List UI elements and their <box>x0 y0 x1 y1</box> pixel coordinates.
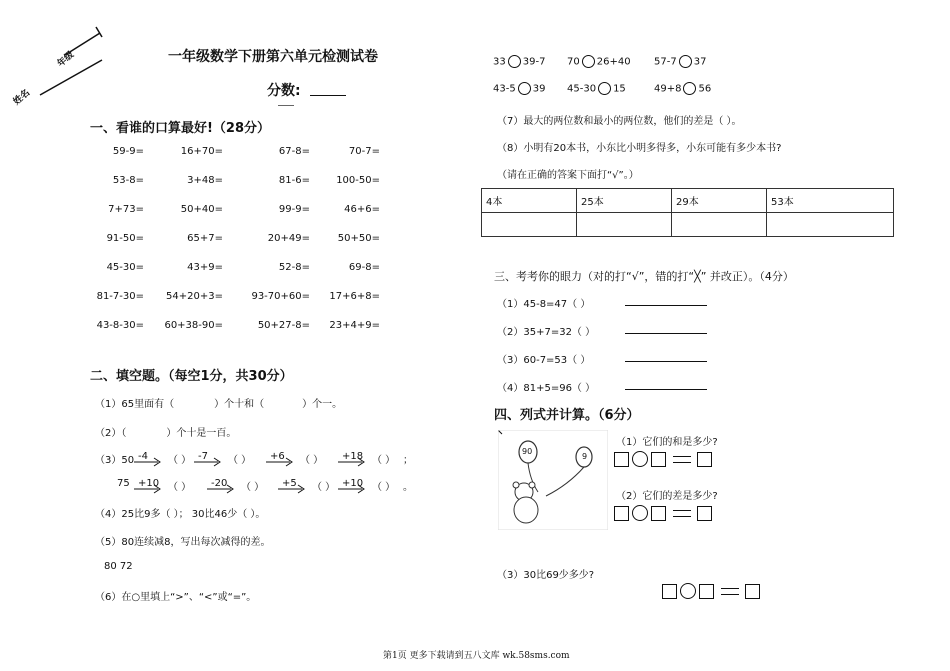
answer-blank[interactable]: （ ） <box>168 482 192 493</box>
mental-math-problem: 99-9= <box>278 204 310 215</box>
section1-title: 一、看谁的口算最好!（28分） <box>90 121 271 136</box>
mental-math-problem: 69-8= <box>348 262 380 273</box>
mental-math-problem: 91-50= <box>106 233 144 244</box>
q8-answer-table <box>481 188 894 237</box>
score-label: 分数: <box>267 83 301 99</box>
mental-math-problem: 50+50= <box>337 233 380 244</box>
compare-item <box>493 55 545 68</box>
arrow-icon <box>207 484 235 497</box>
answer-blank[interactable]: （ ） <box>228 455 252 466</box>
compare-right: 39-7 <box>522 56 546 68</box>
chain-operation: +10 <box>138 478 160 489</box>
chain-operation: +18 <box>342 451 364 462</box>
mental-math-problem: 60+38-90= <box>164 320 223 331</box>
answer-box[interactable] <box>699 584 714 599</box>
q5-values: 80 72 <box>104 561 133 572</box>
binding-lines <box>30 25 120 115</box>
mental-math-problem: 7+73= <box>108 204 144 215</box>
s4-q3-answer[interactable] <box>662 583 760 599</box>
s4-q2-text: （2）它们的差是多少? <box>616 491 718 502</box>
mental-math-problem: 65+7= <box>187 233 223 244</box>
compare-right: 37 <box>693 56 707 68</box>
compare-right: 39 <box>532 83 546 95</box>
q8-check-cell[interactable] <box>767 213 894 237</box>
mental-math-problem: 23+4+9= <box>329 320 380 331</box>
judge-item: （3）60-7=53（ ） <box>497 355 591 366</box>
compare-left: 49+8 <box>654 83 682 95</box>
compare-left: 45-30 <box>567 83 597 95</box>
answer-box[interactable] <box>614 452 629 467</box>
chain-operation: +5 <box>282 478 297 489</box>
q8-text: （8）小明有20本书，小东比小明多得多，小东可能有多少本书? <box>497 143 782 154</box>
mental-math-problem: 50+27-8= <box>257 320 310 331</box>
compare-item <box>654 82 711 95</box>
q8-hint: （请在正确的答案下面打“√”。） <box>497 170 639 181</box>
balloon-value-1: 90 <box>522 447 533 456</box>
answer-blank[interactable]: （ ） <box>312 482 336 493</box>
q8-check-cell[interactable] <box>672 213 767 237</box>
answer-box[interactable] <box>614 506 629 521</box>
judge-item: （1）45-8=47（ ） <box>497 299 591 310</box>
answer-blank[interactable]: （ ） <box>300 455 324 466</box>
mental-math-problem: 100-50= <box>336 175 380 186</box>
side-label-name: 姓名 <box>11 88 33 108</box>
compare-left: 57-7 <box>654 56 677 68</box>
arrow-icon <box>134 484 162 497</box>
score-underline-small <box>278 105 294 106</box>
s4-q1-answer[interactable] <box>614 451 712 467</box>
mental-math-problem: 54+20+3= <box>166 291 223 302</box>
score-blank[interactable] <box>310 95 346 96</box>
q8-option: 4本 <box>482 189 577 213</box>
chain-operation: -7 <box>198 451 208 462</box>
arrow-icon <box>338 457 366 470</box>
mental-math-problem: 17+6+8= <box>329 291 380 302</box>
q3-start-2: 75 <box>117 478 130 489</box>
q8-check-cell[interactable] <box>577 213 672 237</box>
mental-math-problem: 59-9= <box>112 146 144 157</box>
correction-blank[interactable] <box>625 389 707 390</box>
operator-circle[interactable] <box>632 451 648 467</box>
q6-text: （6）在○里填上“>”、“<”或“=”。 <box>95 592 257 603</box>
mental-math-problem: 53-8= <box>112 175 144 186</box>
q3-end-2: 。 <box>403 482 413 493</box>
mental-math-problem: 43-8-30= <box>96 320 144 331</box>
q3-start-1: （3）50 <box>95 455 135 466</box>
q2-text: （2）（ ）个十是一百。 <box>95 428 237 439</box>
correction-blank[interactable] <box>625 361 707 362</box>
answer-blank[interactable]: （ ） <box>241 482 265 493</box>
compare-right: 56 <box>698 83 712 95</box>
mental-math-problem: 93-70+60= <box>251 291 310 302</box>
q1-text: （1）65里面有（ ）个十和（ ）个一。 <box>95 399 343 410</box>
mental-math-problem: 46+6= <box>344 204 380 215</box>
chain-operation: +6 <box>270 451 285 462</box>
answer-box[interactable] <box>745 584 760 599</box>
operator-circle[interactable] <box>632 505 648 521</box>
compare-circle[interactable] <box>679 55 692 68</box>
compare-circle[interactable] <box>582 55 595 68</box>
q8-option: 53本 <box>767 189 894 213</box>
compare-item <box>567 82 626 95</box>
q4-text: （4）25比9多（ ）； 30比46少（ ）。 <box>95 509 266 520</box>
equals-sign <box>721 588 739 595</box>
s4-q2-answer[interactable] <box>614 505 712 521</box>
mental-math-problem: 81-7-30= <box>96 291 144 302</box>
q8-check-cell[interactable] <box>482 213 577 237</box>
compare-left: 70 <box>567 56 580 68</box>
judge-item: （4）81+5=96（ ） <box>497 383 596 394</box>
answer-box[interactable] <box>651 506 666 521</box>
mental-math-problem: 70-7= <box>348 146 380 157</box>
arrow-icon <box>278 484 306 497</box>
operator-circle[interactable] <box>680 583 696 599</box>
compare-left: 43-5 <box>493 83 516 95</box>
answer-blank[interactable]: （ ） <box>372 482 396 493</box>
mental-math-problem: 3+48= <box>187 175 223 186</box>
arrow-icon <box>266 457 294 470</box>
mental-math-problem: 67-8= <box>278 146 310 157</box>
compare-circle[interactable] <box>598 82 611 95</box>
answer-blank[interactable]: （ ） <box>168 455 192 466</box>
q5-text: （5）80连续减8，写出每次减得的差。 <box>95 537 271 548</box>
balloon-value-2: 9 <box>582 452 588 461</box>
compare-right: 26+40 <box>596 56 631 68</box>
compare-circle[interactable] <box>683 82 696 95</box>
mental-math-problem: 16+70= <box>180 146 223 157</box>
arrow-icon <box>338 484 366 497</box>
answer-box[interactable] <box>651 452 666 467</box>
equals-sign <box>673 510 691 517</box>
q8-option: 25本 <box>577 189 672 213</box>
answer-box[interactable] <box>662 584 677 599</box>
judge-item: （2）35+7=32（ ） <box>497 327 596 338</box>
correction-blank[interactable] <box>625 305 707 306</box>
q8-option: 29本 <box>672 189 767 213</box>
page-title: 一年级数学下册第六单元检测试卷 <box>168 49 378 65</box>
mental-math-problem: 52-8= <box>278 262 310 273</box>
compare-item <box>493 82 545 95</box>
page-footer: 第1页 更多下载请到五八文库 wk.58sms.com <box>383 651 570 661</box>
answer-box[interactable] <box>697 452 712 467</box>
section4-title: 四、列式并计算。（6分） <box>494 408 640 423</box>
answer-blank[interactable]: （ ） <box>372 455 396 466</box>
correction-blank[interactable] <box>625 333 707 334</box>
mental-math-problem: 81-6= <box>278 175 310 186</box>
compare-right: 15 <box>613 83 626 95</box>
chain-operation: -20 <box>211 478 228 489</box>
chain-operation: +10 <box>342 478 364 489</box>
q3-end-1: ； <box>403 455 413 466</box>
chain-operation: -4 <box>138 451 148 462</box>
mental-math-problem: 45-30= <box>106 262 144 273</box>
bear-balloons-illustration <box>498 430 608 530</box>
compare-item <box>654 55 706 68</box>
q7-text: （7）最大的两位数和最小的两位数，他们的差是（ ）。 <box>497 116 742 127</box>
compare-circle[interactable] <box>518 82 531 95</box>
section2-title: 二、填空题。（每空1分，共30分） <box>90 369 293 384</box>
s4-q3-text: （3）30比69少多少? <box>497 570 595 581</box>
section3-title: 三、考考你的眼力（对的打“√”，错的打“╳” 并改正）。（4分） <box>494 270 794 283</box>
compare-left: 33 <box>493 56 506 68</box>
s4-q1-text: （1）它们的和是多少? <box>616 437 718 448</box>
compare-circle[interactable] <box>508 55 521 68</box>
side-label-grade: 年级 <box>55 50 77 70</box>
mental-math-problem: 43+9= <box>187 262 223 273</box>
equals-sign <box>673 456 691 463</box>
compare-item <box>567 55 631 68</box>
mental-math-problem: 20+49= <box>267 233 310 244</box>
arrow-icon <box>134 457 162 470</box>
answer-box[interactable] <box>697 506 712 521</box>
mental-math-problem: 50+40= <box>180 204 223 215</box>
arrow-icon <box>194 457 222 470</box>
